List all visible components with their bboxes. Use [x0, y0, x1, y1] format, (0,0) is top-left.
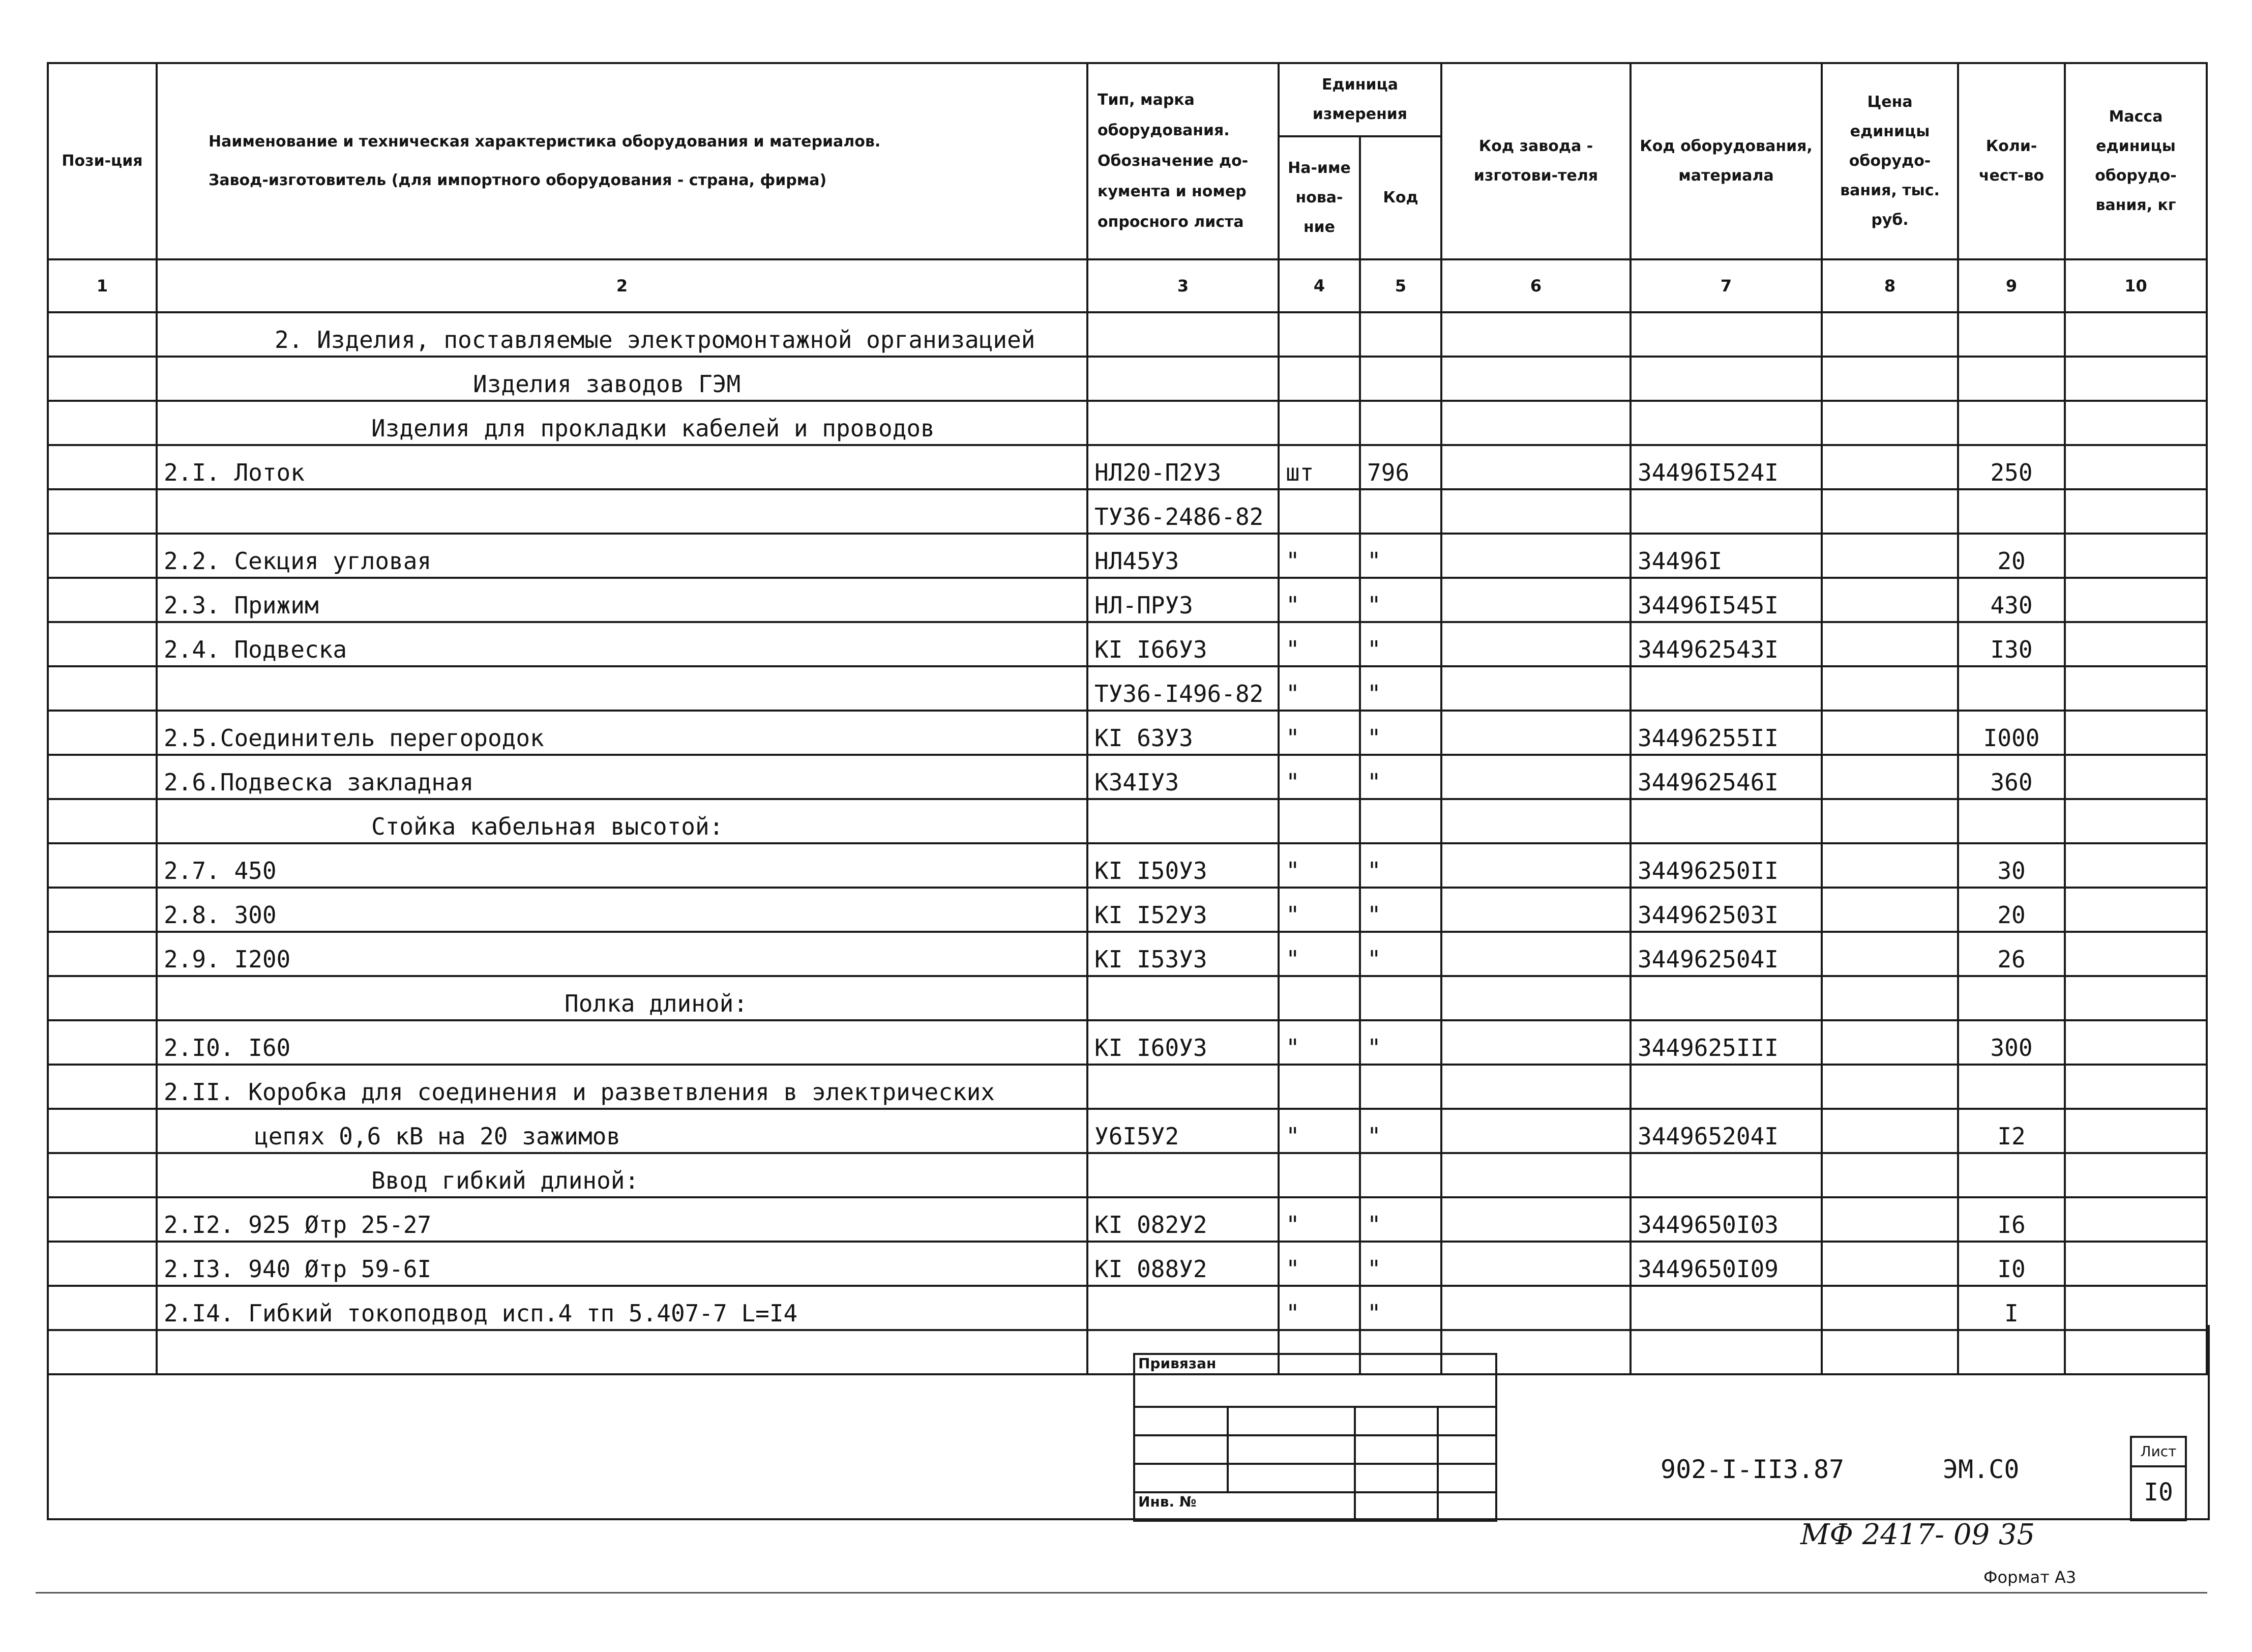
mass-cell — [2065, 755, 2207, 799]
factory-code-cell — [1441, 489, 1631, 534]
unit-name-cell: " — [1279, 1242, 1360, 1286]
header-unit-code: Код — [1360, 136, 1441, 259]
table-row — [48, 578, 2207, 622]
quantity-cell — [1958, 489, 2065, 534]
position-cell — [48, 976, 157, 1020]
mass-cell — [2065, 1109, 2207, 1153]
paper-format: Формат А3 — [1983, 1568, 2077, 1587]
table-row — [48, 1020, 2207, 1065]
factory-code-cell — [1441, 1153, 1631, 1197]
equipment-code-cell: 3449650I03 — [1631, 1197, 1822, 1242]
factory-code-cell — [1441, 1197, 1631, 1242]
price-cell — [1822, 578, 1958, 622]
equipment-code-cell: 34496255II — [1631, 711, 1822, 755]
name-cell: 2.9. I200 — [157, 932, 1087, 976]
col-num: 7 — [1631, 259, 1822, 312]
type-cell: КI I52УЗ — [1087, 888, 1279, 932]
type-cell: КI I66УЗ — [1087, 622, 1279, 666]
name-cell — [157, 666, 1087, 711]
position-cell — [48, 1109, 157, 1153]
handwritten-archive-number: МФ 2417- 09 35 — [1800, 1518, 2035, 1551]
mass-cell — [2065, 666, 2207, 711]
name-cell: 2.4. Подвеска — [157, 622, 1087, 666]
unit-code-cell: " — [1360, 888, 1441, 932]
equipment-code-cell: 344962546I — [1631, 755, 1822, 799]
price-cell — [1822, 534, 1958, 578]
name-cell: Стойка кабельная высотой: — [157, 799, 1087, 843]
equipment-code-cell — [1631, 489, 1822, 534]
price-cell — [1822, 357, 1958, 401]
equipment-code-cell — [1631, 1286, 1822, 1330]
unit-code-cell — [1360, 976, 1441, 1020]
factory-code-cell — [1441, 1242, 1631, 1286]
factory-code-cell — [1441, 888, 1631, 932]
position-cell — [48, 622, 157, 666]
quantity-cell: 250 — [1958, 445, 2065, 489]
quantity-cell — [1958, 666, 2065, 711]
name-cell: 2.3. Прижим — [157, 578, 1087, 622]
position-cell — [48, 843, 157, 888]
price-cell — [1822, 755, 1958, 799]
unit-code-cell: " — [1360, 755, 1441, 799]
name-cell: Ввод гибкий длиной: — [157, 1153, 1087, 1197]
mass-cell — [2065, 888, 2207, 932]
position-cell — [48, 1242, 157, 1286]
unit-code-cell: " — [1360, 622, 1441, 666]
type-cell: ТУ36-2486-82 — [1087, 489, 1279, 534]
factory-code-cell — [1441, 1109, 1631, 1153]
unit-name-cell — [1279, 976, 1360, 1020]
unit-code-cell: " — [1360, 666, 1441, 711]
header-unit-name: На-име нова-ние — [1279, 136, 1360, 259]
quantity-cell: 360 — [1958, 755, 2065, 799]
unit-code-cell: " — [1360, 578, 1441, 622]
header-price: Цена единицы оборудо-вания, тыс. руб. — [1822, 63, 1958, 259]
quantity-cell: 20 — [1958, 534, 2065, 578]
col-num: 2 — [157, 259, 1087, 312]
unit-code-cell — [1360, 1153, 1441, 1197]
table-row — [48, 1242, 2207, 1286]
price-cell — [1822, 1020, 1958, 1065]
unit-code-cell — [1360, 1065, 1441, 1109]
mass-cell — [2065, 312, 2207, 357]
position-cell — [48, 711, 157, 755]
position-cell — [48, 1286, 157, 1330]
quantity-cell — [1958, 799, 2065, 843]
name-cell: 2. Изделия, поставляемые электромонтажной организацией — [157, 312, 1087, 357]
unit-code-cell: " — [1360, 843, 1441, 888]
table-row — [48, 799, 2207, 843]
equipment-code-cell — [1631, 1065, 1822, 1109]
table-row — [48, 1109, 2207, 1153]
unit-code-cell: " — [1360, 932, 1441, 976]
type-cell: НЛ45УЗ — [1087, 534, 1279, 578]
type-cell: ТУ36-I496-82 — [1087, 666, 1279, 711]
quantity-cell — [1958, 976, 2065, 1020]
col-num: 5 — [1360, 259, 1441, 312]
unit-code-cell: 796 — [1360, 445, 1441, 489]
mass-cell — [2065, 932, 2207, 976]
price-cell — [1822, 843, 1958, 888]
title-block-stamp — [1133, 1353, 1497, 1522]
header-row — [48, 63, 2207, 136]
price-cell — [1822, 1065, 1958, 1109]
col-num: 4 — [1279, 259, 1360, 312]
col-num: 3 — [1087, 259, 1279, 312]
quantity-cell — [1958, 357, 2065, 401]
name-cell: 2.I0. I60 — [157, 1020, 1087, 1065]
position-cell — [48, 357, 157, 401]
mass-cell — [2065, 445, 2207, 489]
stamp-inv-label: Инв. № — [1134, 1492, 1355, 1521]
price-cell — [1822, 1153, 1958, 1197]
position-cell — [48, 1197, 157, 1242]
price-cell — [1822, 622, 1958, 666]
unit-name-cell: " — [1279, 622, 1360, 666]
price-cell — [1822, 932, 1958, 976]
unit-name-cell: " — [1279, 843, 1360, 888]
table-row — [48, 888, 2207, 932]
name-cell: 2.II. Коробка для соединения и разветвления в электрических — [157, 1065, 1087, 1109]
name-cell: 2.7. 450 — [157, 843, 1087, 888]
unit-name-cell: " — [1279, 534, 1360, 578]
factory-code-cell — [1441, 1020, 1631, 1065]
position-cell — [48, 312, 157, 357]
unit-name-cell — [1279, 401, 1360, 445]
mass-cell — [2065, 401, 2207, 445]
position-cell — [48, 755, 157, 799]
price-cell — [1822, 976, 1958, 1020]
factory-code-cell — [1441, 666, 1631, 711]
mass-cell — [2065, 799, 2207, 843]
type-cell — [1087, 1065, 1279, 1109]
type-cell — [1087, 312, 1279, 357]
table-row — [48, 401, 2207, 445]
name-cell: 2.5.Соединитель перегородок — [157, 711, 1087, 755]
type-cell: КI 63УЗ — [1087, 711, 1279, 755]
unit-name-cell — [1279, 489, 1360, 534]
table-row — [48, 489, 2207, 534]
header-unit: Единица измерения — [1279, 63, 1441, 136]
unit-name-cell: " — [1279, 1109, 1360, 1153]
quantity-cell: 26 — [1958, 932, 2065, 976]
sheet-label: Лист — [2132, 1438, 2185, 1467]
name-cell: 2.I2. 925 Øтр 25-27 — [157, 1197, 1087, 1242]
price-cell — [1822, 711, 1958, 755]
quantity-cell: I000 — [1958, 711, 2065, 755]
type-cell: КI I60УЗ — [1087, 1020, 1279, 1065]
col-num: 9 — [1958, 259, 2065, 312]
name-cell: 2.I3. 940 Øтр 59-6I — [157, 1242, 1087, 1286]
price-cell — [1822, 445, 1958, 489]
type-cell: КI 088У2 — [1087, 1242, 1279, 1286]
name-cell: Полка длиной: — [157, 976, 1087, 1020]
unit-code-cell: " — [1360, 1197, 1441, 1242]
type-cell: КI I53УЗ — [1087, 932, 1279, 976]
unit-name-cell: " — [1279, 888, 1360, 932]
unit-name-cell: " — [1279, 932, 1360, 976]
unit-code-cell: " — [1360, 534, 1441, 578]
equipment-code-cell: 3449625III — [1631, 1020, 1822, 1065]
quantity-cell: I2 — [1958, 1109, 2065, 1153]
price-cell — [1822, 1286, 1958, 1330]
table-row — [48, 1065, 2207, 1109]
unit-name-cell — [1279, 312, 1360, 357]
factory-code-cell — [1441, 1286, 1631, 1330]
position-cell — [48, 666, 157, 711]
equipment-code-cell: 34496I — [1631, 534, 1822, 578]
equipment-code-cell — [1631, 1153, 1822, 1197]
unit-name-cell: " — [1279, 755, 1360, 799]
unit-code-cell: " — [1360, 1109, 1441, 1153]
factory-code-cell — [1441, 932, 1631, 976]
name-cell: 2.I. Лоток — [157, 445, 1087, 489]
column-number-row — [48, 259, 2207, 312]
factory-code-cell — [1441, 843, 1631, 888]
mass-cell — [2065, 534, 2207, 578]
equipment-code-cell: 34496I524I — [1631, 445, 1822, 489]
factory-code-cell — [1441, 401, 1631, 445]
mass-cell — [2065, 711, 2207, 755]
col-num: 1 — [48, 259, 157, 312]
unit-code-cell — [1360, 401, 1441, 445]
table-row — [48, 711, 2207, 755]
frame-bottom — [47, 1325, 2210, 1520]
unit-name-cell: " — [1279, 1286, 1360, 1330]
unit-name-cell: " — [1279, 1020, 1360, 1065]
type-cell — [1087, 1286, 1279, 1330]
factory-code-cell — [1441, 357, 1631, 401]
type-cell — [1087, 401, 1279, 445]
factory-code-cell — [1441, 799, 1631, 843]
sheet-number: I0 — [2144, 1478, 2173, 1507]
unit-name-cell — [1279, 357, 1360, 401]
factory-code-cell — [1441, 622, 1631, 666]
equipment-code-cell — [1631, 357, 1822, 401]
table-row — [48, 666, 2207, 711]
mass-cell — [2065, 1286, 2207, 1330]
unit-name-cell: " — [1279, 666, 1360, 711]
mass-cell — [2065, 843, 2207, 888]
price-cell — [1822, 799, 1958, 843]
quantity-cell: I30 — [1958, 622, 2065, 666]
name-cell: Изделия заводов ГЭМ — [157, 357, 1087, 401]
name-cell: 2.2. Секция угловая — [157, 534, 1087, 578]
position-cell — [48, 489, 157, 534]
equipment-code-cell — [1631, 666, 1822, 711]
unit-name-cell: " — [1279, 1197, 1360, 1242]
unit-code-cell — [1360, 357, 1441, 401]
unit-code-cell — [1360, 489, 1441, 534]
unit-name-cell — [1279, 1065, 1360, 1109]
position-cell — [48, 1065, 157, 1109]
mass-cell — [2065, 976, 2207, 1020]
type-cell — [1087, 1153, 1279, 1197]
equipment-code-cell: 344962503I — [1631, 888, 1822, 932]
name-cell: 2.6.Подвеска закладная — [157, 755, 1087, 799]
factory-code-cell — [1441, 1065, 1631, 1109]
factory-code-cell — [1441, 445, 1631, 489]
table-row — [48, 312, 2207, 357]
table-row — [48, 357, 2207, 401]
type-cell: НЛ-ПРУЗ — [1087, 578, 1279, 622]
specification-table — [47, 62, 2208, 1375]
unit-code-cell: " — [1360, 711, 1441, 755]
header-name-line1: Наименование и техническая характеристика оборудования и материалов. — [209, 133, 881, 151]
mass-cell — [2065, 1242, 2207, 1286]
document-code: 902-I-II3.87 — [1661, 1455, 1845, 1484]
quantity-cell: 30 — [1958, 843, 2065, 888]
position-cell — [48, 932, 157, 976]
mass-cell — [2065, 1153, 2207, 1197]
table-row — [48, 843, 2207, 888]
type-cell — [1087, 357, 1279, 401]
price-cell — [1822, 888, 1958, 932]
factory-code-cell — [1441, 976, 1631, 1020]
table-row — [48, 445, 2207, 489]
position-cell — [48, 578, 157, 622]
quantity-cell — [1958, 1065, 2065, 1109]
equipment-code-cell: 344962543I — [1631, 622, 1822, 666]
table-row — [48, 1197, 2207, 1242]
unit-name-cell — [1279, 1153, 1360, 1197]
type-cell — [1087, 799, 1279, 843]
quantity-cell: I6 — [1958, 1197, 2065, 1242]
header-quantity: Коли-чест-во — [1958, 63, 2065, 259]
header-type: Тип, марка оборудования. Обозначение до-кумента и номер опросного листа — [1087, 63, 1279, 259]
position-cell — [48, 799, 157, 843]
mass-cell — [2065, 622, 2207, 666]
unit-code-cell: " — [1360, 1242, 1441, 1286]
position-cell — [48, 534, 157, 578]
name-cell: цепях 0,6 кВ на 20 зажимов — [157, 1109, 1087, 1153]
table-row — [48, 622, 2207, 666]
mass-cell — [2065, 578, 2207, 622]
equipment-code-cell: 34496250II — [1631, 843, 1822, 888]
equipment-code-cell — [1631, 312, 1822, 357]
equipment-code-cell: 344962504I — [1631, 932, 1822, 976]
mass-cell — [2065, 1065, 2207, 1109]
col-num: 6 — [1441, 259, 1631, 312]
header-name-line2: Завод-изготовитель (для импортного оборудования - страна, фирма) — [209, 171, 827, 189]
stamp-bound-label: Привязан — [1134, 1354, 1496, 1407]
position-cell — [48, 445, 157, 489]
equipment-code-cell — [1631, 401, 1822, 445]
table-row — [48, 1286, 2207, 1330]
factory-code-cell — [1441, 312, 1631, 357]
mass-cell — [2065, 489, 2207, 534]
position-cell — [48, 401, 157, 445]
quantity-cell: 430 — [1958, 578, 2065, 622]
name-cell: Изделия для прокладки кабелей и проводов — [157, 401, 1087, 445]
header-equipment-code: Код оборудования, материала — [1631, 63, 1822, 259]
equipment-code-cell: 344965204I — [1631, 1109, 1822, 1153]
type-cell: У6I5У2 — [1087, 1109, 1279, 1153]
equipment-code-cell: 3449650I09 — [1631, 1242, 1822, 1286]
table-row — [48, 932, 2207, 976]
header-name — [157, 63, 1087, 259]
equipment-code-cell: 34496I545I — [1631, 578, 1822, 622]
table-row — [48, 534, 2207, 578]
quantity-cell — [1958, 401, 2065, 445]
unit-code-cell: " — [1360, 1020, 1441, 1065]
price-cell — [1822, 1242, 1958, 1286]
factory-code-cell — [1441, 578, 1631, 622]
unit-name-cell: " — [1279, 578, 1360, 622]
name-cell: 2.I4. Гибкий токоподвод исп.4 тп 5.407-7 L=I4 — [157, 1286, 1087, 1330]
unit-name-cell — [1279, 799, 1360, 843]
header-position: Пози-ция — [48, 63, 157, 259]
table-row — [48, 976, 2207, 1020]
table-row — [48, 755, 2207, 799]
type-cell: КI I50УЗ — [1087, 843, 1279, 888]
type-cell: К34IУЗ — [1087, 755, 1279, 799]
equipment-code-cell — [1631, 799, 1822, 843]
unit-code-cell — [1360, 312, 1441, 357]
price-cell — [1822, 1197, 1958, 1242]
price-cell — [1822, 312, 1958, 357]
unit-name-cell: шт — [1279, 445, 1360, 489]
price-cell — [1822, 401, 1958, 445]
type-cell — [1087, 976, 1279, 1020]
equipment-code-cell — [1631, 976, 1822, 1020]
type-cell: КI 082У2 — [1087, 1197, 1279, 1242]
quantity-cell: 300 — [1958, 1020, 2065, 1065]
price-cell — [1822, 666, 1958, 711]
name-cell — [157, 489, 1087, 534]
quantity-cell — [1958, 312, 2065, 357]
table-body — [48, 312, 2207, 1374]
sheet-number-box — [2130, 1436, 2187, 1521]
col-num: 8 — [1822, 259, 1958, 312]
factory-code-cell — [1441, 755, 1631, 799]
quantity-cell: 20 — [1958, 888, 2065, 932]
header-factory-code: Код завода - изготови-теля — [1441, 63, 1631, 259]
factory-code-cell — [1441, 534, 1631, 578]
type-cell: НЛ20-П2УЗ — [1087, 445, 1279, 489]
document-mark: ЭМ.С0 — [1943, 1455, 2020, 1484]
header-mass: Масса единицы оборудо-вания, кг — [2065, 63, 2207, 259]
bottom-line — [36, 1592, 2207, 1594]
position-cell — [48, 888, 157, 932]
mass-cell — [2065, 1020, 2207, 1065]
price-cell — [1822, 489, 1958, 534]
mass-cell — [2065, 1197, 2207, 1242]
name-cell: 2.8. 300 — [157, 888, 1087, 932]
unit-code-cell — [1360, 799, 1441, 843]
table-row — [48, 1153, 2207, 1197]
unit-name-cell: " — [1279, 711, 1360, 755]
factory-code-cell — [1441, 711, 1631, 755]
position-cell — [48, 1153, 157, 1197]
mass-cell — [2065, 357, 2207, 401]
quantity-cell: I0 — [1958, 1242, 2065, 1286]
price-cell — [1822, 1109, 1958, 1153]
position-cell — [48, 1020, 157, 1065]
unit-code-cell: " — [1360, 1286, 1441, 1330]
col-num: 10 — [2065, 259, 2207, 312]
quantity-cell: I — [1958, 1286, 2065, 1330]
quantity-cell — [1958, 1153, 2065, 1197]
